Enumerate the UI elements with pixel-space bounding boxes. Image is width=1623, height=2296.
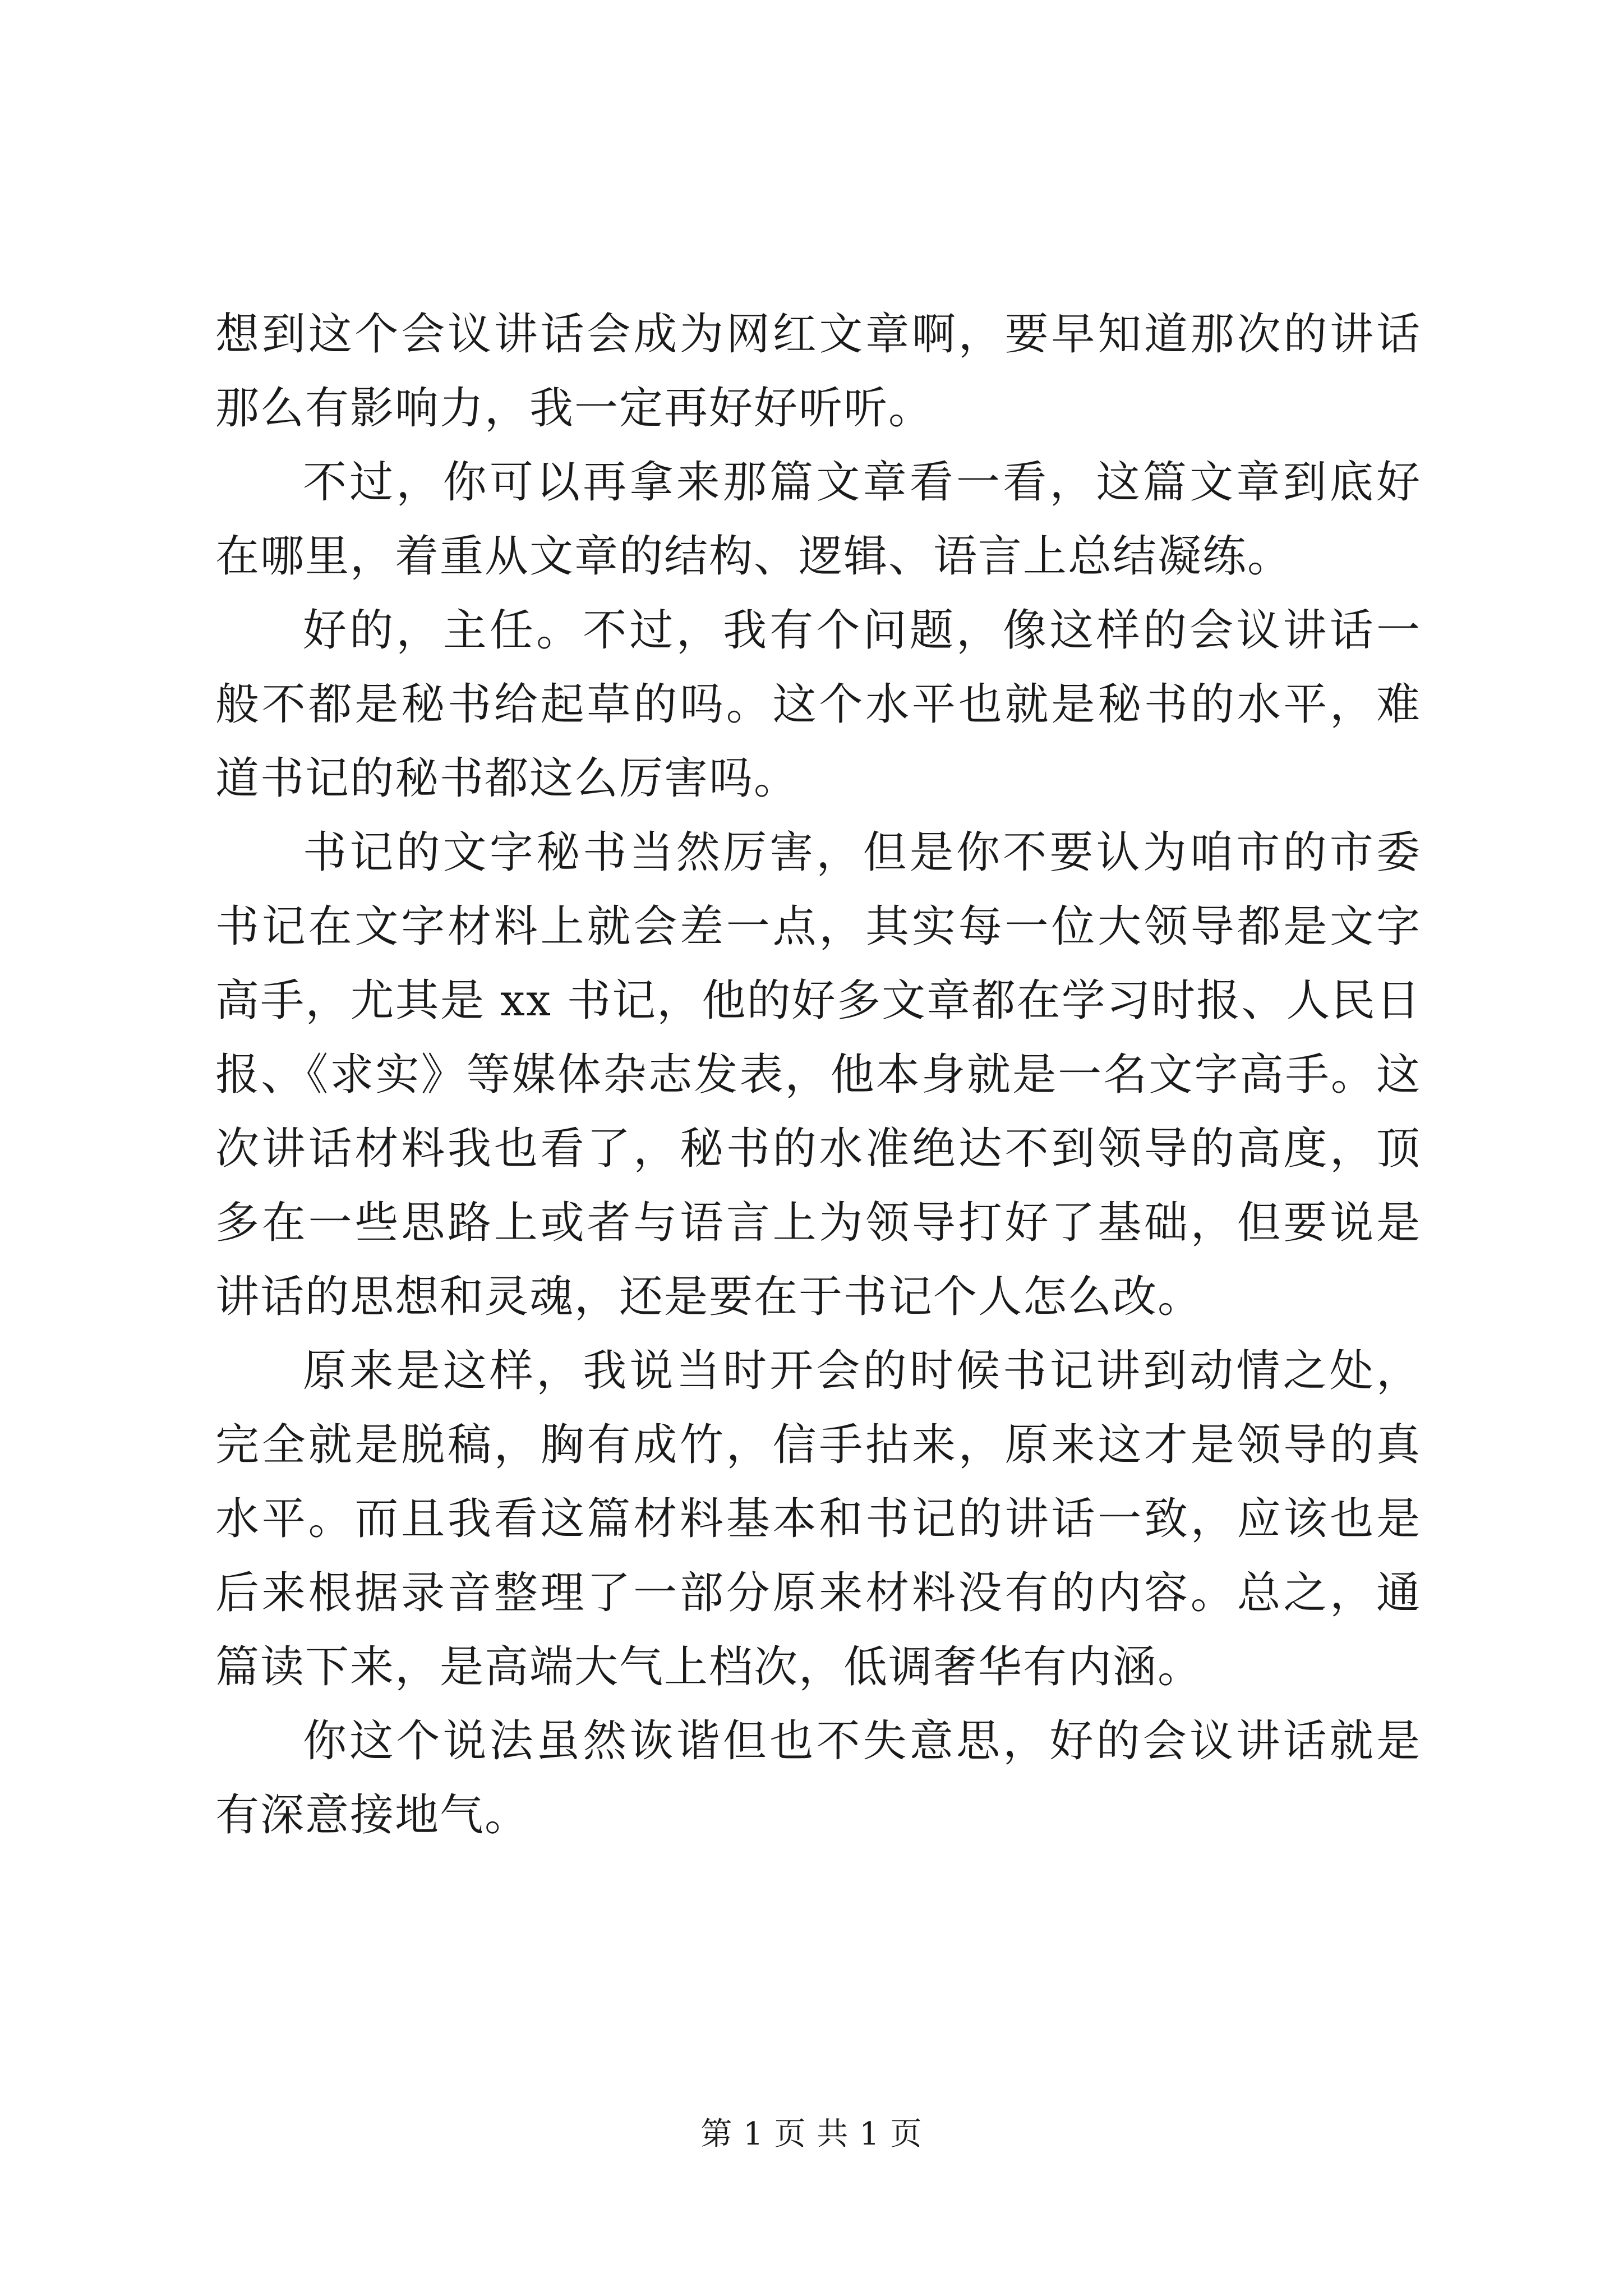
- paragraph-1: 想到这个会议讲话会成为网红文章啊，要早知道那次的讲话那么有影响力，我一定再好好听听。: [215, 309, 1421, 434]
- paragraph-4: 书记的文字秘书当然厉害，但是你不要认为咱市的市委书记在文字材料上就会差一点，其实每一位大领导都是文字高手，尤其是 xx 书记，他的好多文章都在学习时报、人民日报、《求实》等媒体杂志发表，他本身就是一名文字高手。这次讲话材料我也看了，秘书的水准绝达不到领导的高度，顶多在一些思路上或者与语言上为领导打好了基础，但要说是讲话的思想和灵魂，还是要在于书记个人怎么改。: [215, 827, 1421, 1322]
- page-footer: 第 1 页 共 1 页: [700, 2116, 923, 2152]
- paragraph-3: 好的，主任。不过，我有个问题，像这样的会议讲话一般不都是秘书给起草的吗。这个水平也就是秘书的水平，难道书记的秘书都这么厉害吗。: [215, 605, 1421, 804]
- paragraph-6: 你这个说法虽然诙谐但也不失意思，好的会议讲话就是有深意接地气。: [215, 1716, 1421, 1841]
- document-body: [215, 297, 1421, 1852]
- paragraph-5: 原来是这样，我说当时开会的时候书记讲到动情之处，完全就是脱稿，胸有成竹，信手拈来，原来这才是领导的真水平。而且我看这篇材料基本和书记的讲话一致，应该也是后来根据录音整理了一部分原来材料没有的内容。总之，通篇读下来，是高端大气上档次，低调奢华有内涵。: [215, 1346, 1421, 1692]
- paragraph-2: 不过，你可以再拿来那篇文章看一看，这篇文章到底好在哪里，着重从文章的结构、逻辑、语言上总结凝练。: [215, 457, 1421, 582]
